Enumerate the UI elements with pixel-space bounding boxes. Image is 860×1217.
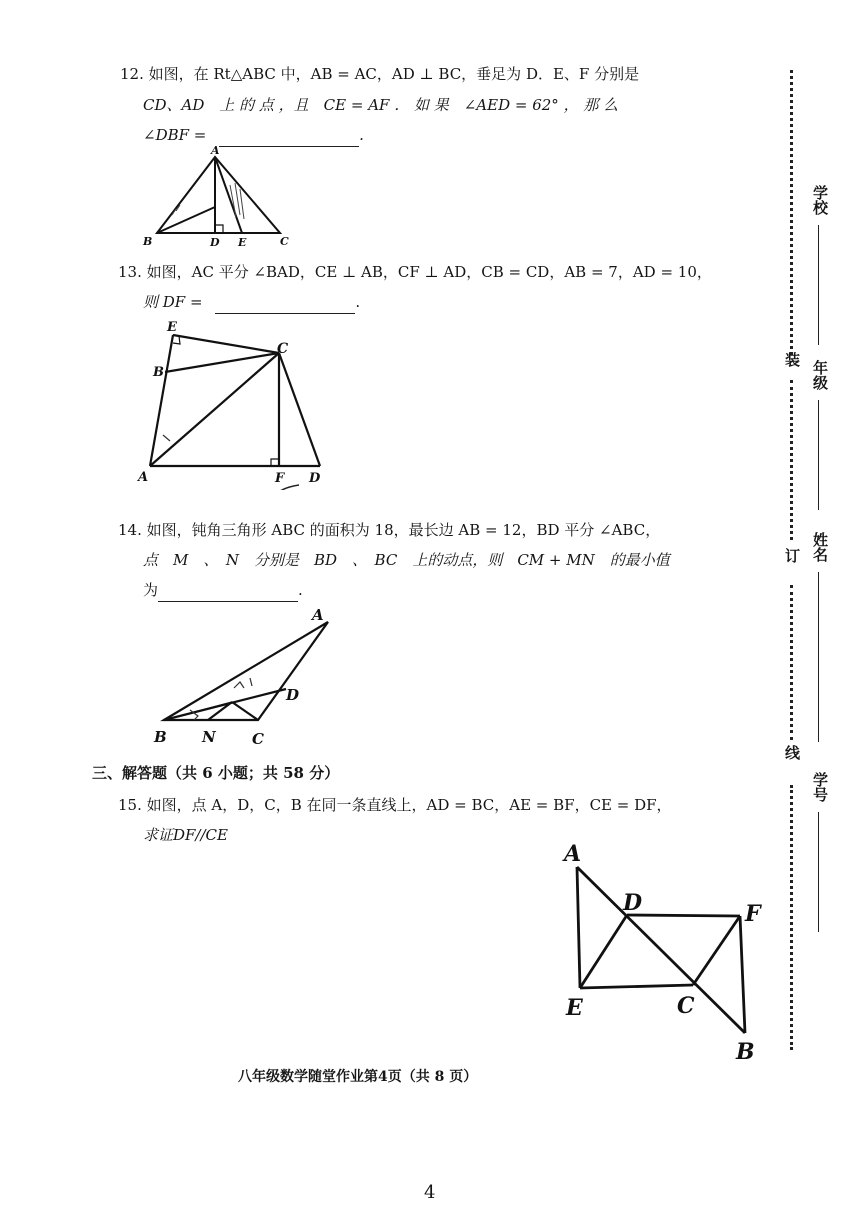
q12-line-ae <box>215 157 242 233</box>
q13-line1: 13. 如图，AC 平分 ∠BAD，CE ⊥ AB，CF ⊥ AD，CB = CD，AB = 7，AD = 10， <box>118 263 712 281</box>
q12-line1: 12. 如图，在 Rt△ABC 中，AB = AC，AD ⊥ BC，垂足为 D．E、F 分别是 <box>120 65 640 83</box>
q14-label-c: C <box>252 730 264 748</box>
q12-figure <box>140 145 305 250</box>
q15-line1: 15. 如图，点 A，D，C，B 在同一条直线上，AD = BC，AE = BF，CE = DF， <box>118 796 672 814</box>
q14-label-a: A <box>312 606 324 624</box>
q15-label-e: E <box>566 995 583 1021</box>
field-school-blank[interactable] <box>818 225 819 345</box>
field-grade-blank[interactable] <box>818 400 819 510</box>
field-name-blank[interactable] <box>818 572 819 742</box>
q13-line2 <box>143 290 360 314</box>
binding-dotted-line-4 <box>790 785 793 1050</box>
q13-label-c: C <box>277 341 289 357</box>
binding-dotted-line-3 <box>790 585 793 740</box>
q13-figure <box>135 315 335 490</box>
q12-label-e: E <box>238 236 247 249</box>
q12-right-angle <box>215 225 223 233</box>
q13-label-b: B <box>153 365 164 380</box>
q15-line-fb <box>740 916 745 1033</box>
q14-label-n: N <box>202 728 216 746</box>
q13-right-angle-e <box>173 336 180 344</box>
section-3-heading: 三、解答题（共 6 小题；共 58 分） <box>92 764 340 782</box>
q13-period: . <box>355 293 361 311</box>
q15-label-b: B <box>736 1039 755 1065</box>
q15-label-d: D <box>623 890 643 916</box>
q15-line-ed <box>580 915 627 988</box>
q12-label-d: D <box>210 236 220 249</box>
field-student-no-blank[interactable] <box>818 812 819 932</box>
q15-line2: 求证DF//CE <box>143 826 228 844</box>
binding-zhuang: 装 <box>783 352 801 367</box>
q14-line1: 14. 如图，钝角三角形 ABC 的面积为 18，最长边 AB = 12，BD 平分 ∠ABC， <box>118 521 661 539</box>
q14-line2: 点 M 、 N 分别是 BD 、 BC 上的动点，则 CM + MN 的最小值 <box>143 551 670 569</box>
q15-label-f: F <box>745 901 761 927</box>
q13-line-ea <box>150 335 173 466</box>
binding-ding: 订 <box>783 548 801 563</box>
binding-dotted-line-1 <box>790 70 793 355</box>
field-student-no-label: 学号 <box>811 772 829 802</box>
q12-period: . <box>359 126 364 144</box>
q14-label-b: B <box>154 728 167 746</box>
q13-label-f: F <box>275 471 285 486</box>
q14-answer-blank[interactable] <box>158 583 298 602</box>
q14-line-mc <box>232 702 258 720</box>
q15-label-c: C <box>677 993 695 1019</box>
field-name-label: 姓名 <box>811 532 829 562</box>
q13-line-ec <box>173 335 279 353</box>
binding-xian: 线 <box>783 745 801 760</box>
q12-prompt: ∠DBF = <box>143 126 207 144</box>
q14-prompt: 为 <box>143 581 159 599</box>
field-school-label: 学校 <box>811 185 829 215</box>
q15-line-ae <box>577 867 580 988</box>
q13-label-a: A <box>138 470 149 485</box>
q12-label-c: C <box>280 235 289 248</box>
q15-line-ec <box>580 985 693 988</box>
q12-label-a: A <box>211 145 220 157</box>
page-number: 4 <box>424 1182 436 1203</box>
q12-label-b: B <box>143 235 153 248</box>
q12-line3 <box>143 123 364 147</box>
q13-answer-blank[interactable] <box>215 295 355 314</box>
q13-label-d: D <box>309 471 321 486</box>
binding-dotted-line-2 <box>790 380 793 540</box>
field-grade-label: 年级 <box>811 360 829 390</box>
q13-prompt: 则 DF = <box>143 293 203 311</box>
q15-line-df <box>627 915 740 916</box>
q13-line-ac <box>150 353 279 466</box>
q14-label-d: D <box>286 686 300 704</box>
q13-line-cd <box>279 353 320 466</box>
q15-figure <box>560 835 775 1065</box>
q12-line2: CD、AD 上 的 点 ，且 CE = AF ． 如 果 ∠AED = 62° ， 那 么 <box>143 96 619 114</box>
q15-line-fc <box>693 916 740 985</box>
q15-line-ab <box>577 867 745 1033</box>
q14-triangle-abc <box>164 622 328 720</box>
q13-label-e: E <box>167 320 177 335</box>
q14-line3 <box>143 578 303 602</box>
page-footer: 八年级数学随堂作业第4页（共 8 页） <box>238 1069 478 1085</box>
q15-label-a: A <box>564 841 582 867</box>
q14-period: . <box>298 581 303 599</box>
q14-figure <box>150 602 350 752</box>
